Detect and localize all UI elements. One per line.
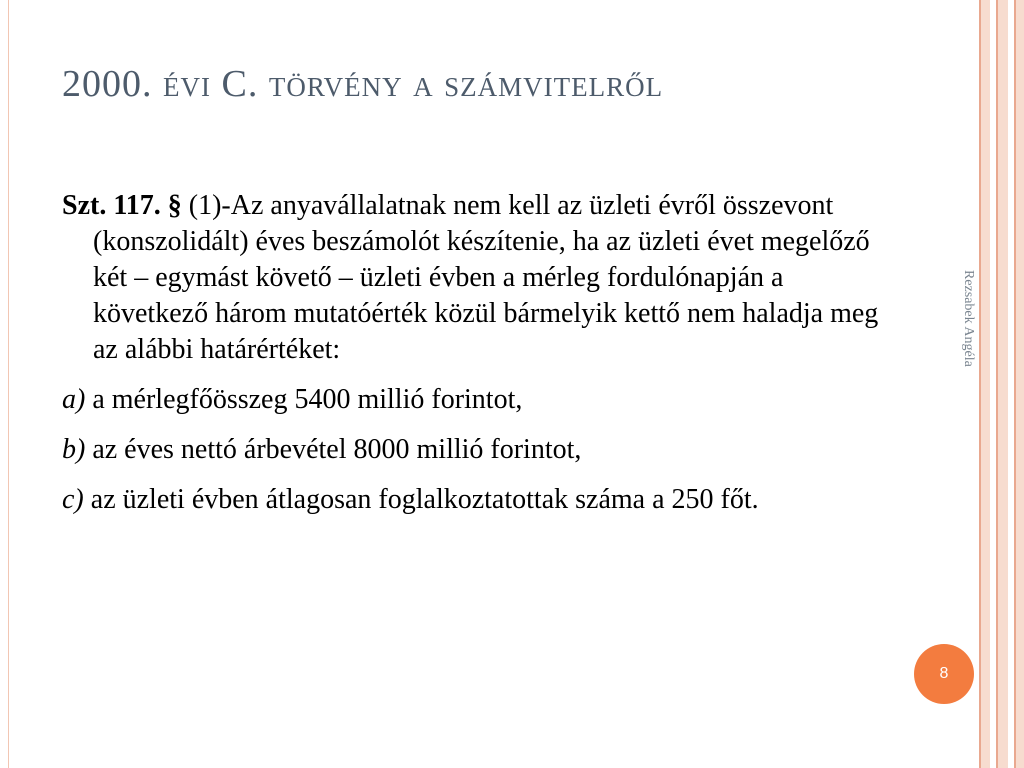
- list-item-c: [62, 482, 892, 518]
- item-text: az éves nettó árbevétel 8000 millió forintot,: [85, 434, 582, 465]
- right-stripe-line: [979, 0, 981, 768]
- slide-body: [62, 188, 892, 532]
- item-label: b): [62, 434, 86, 465]
- paragraph-main: [62, 188, 892, 368]
- item-label: c): [62, 484, 84, 515]
- item-label: a): [62, 384, 86, 415]
- slide-title: [62, 62, 663, 106]
- paragraph-text: (1)-Az anyavállalatnak nem kell az üzleti évről összevont (konszolidált) éves beszámolót készítenie, ha az üzleti évet megelőző két – egymást követő – üzleti évben a mérleg fordulónapján a következő három mutatóérték közül bármelyik kettő nem haladja meg az alábbi határértéket:: [93, 190, 879, 365]
- author-vertical-label: Rezsabek Angéla: [961, 270, 976, 367]
- title-number: 2000.: [62, 63, 153, 105]
- item-text: az üzleti évben átlagosan foglalkoztatottak száma a 250 főt.: [83, 484, 759, 515]
- title-text: évi C. törvény a számvitelről: [163, 63, 664, 105]
- list-item-b: [62, 432, 892, 468]
- left-border-line: [8, 0, 9, 768]
- item-text: a mérlegfőösszeg 5400 millió forintot,: [85, 384, 523, 415]
- right-stripe-line: [996, 0, 998, 768]
- section-label: Szt. 117. §: [62, 190, 182, 221]
- page-number-badge: 8: [914, 644, 974, 704]
- right-decorative-band: [979, 0, 1024, 768]
- right-stripe-line: [1014, 0, 1016, 768]
- list-item-a: [62, 382, 892, 418]
